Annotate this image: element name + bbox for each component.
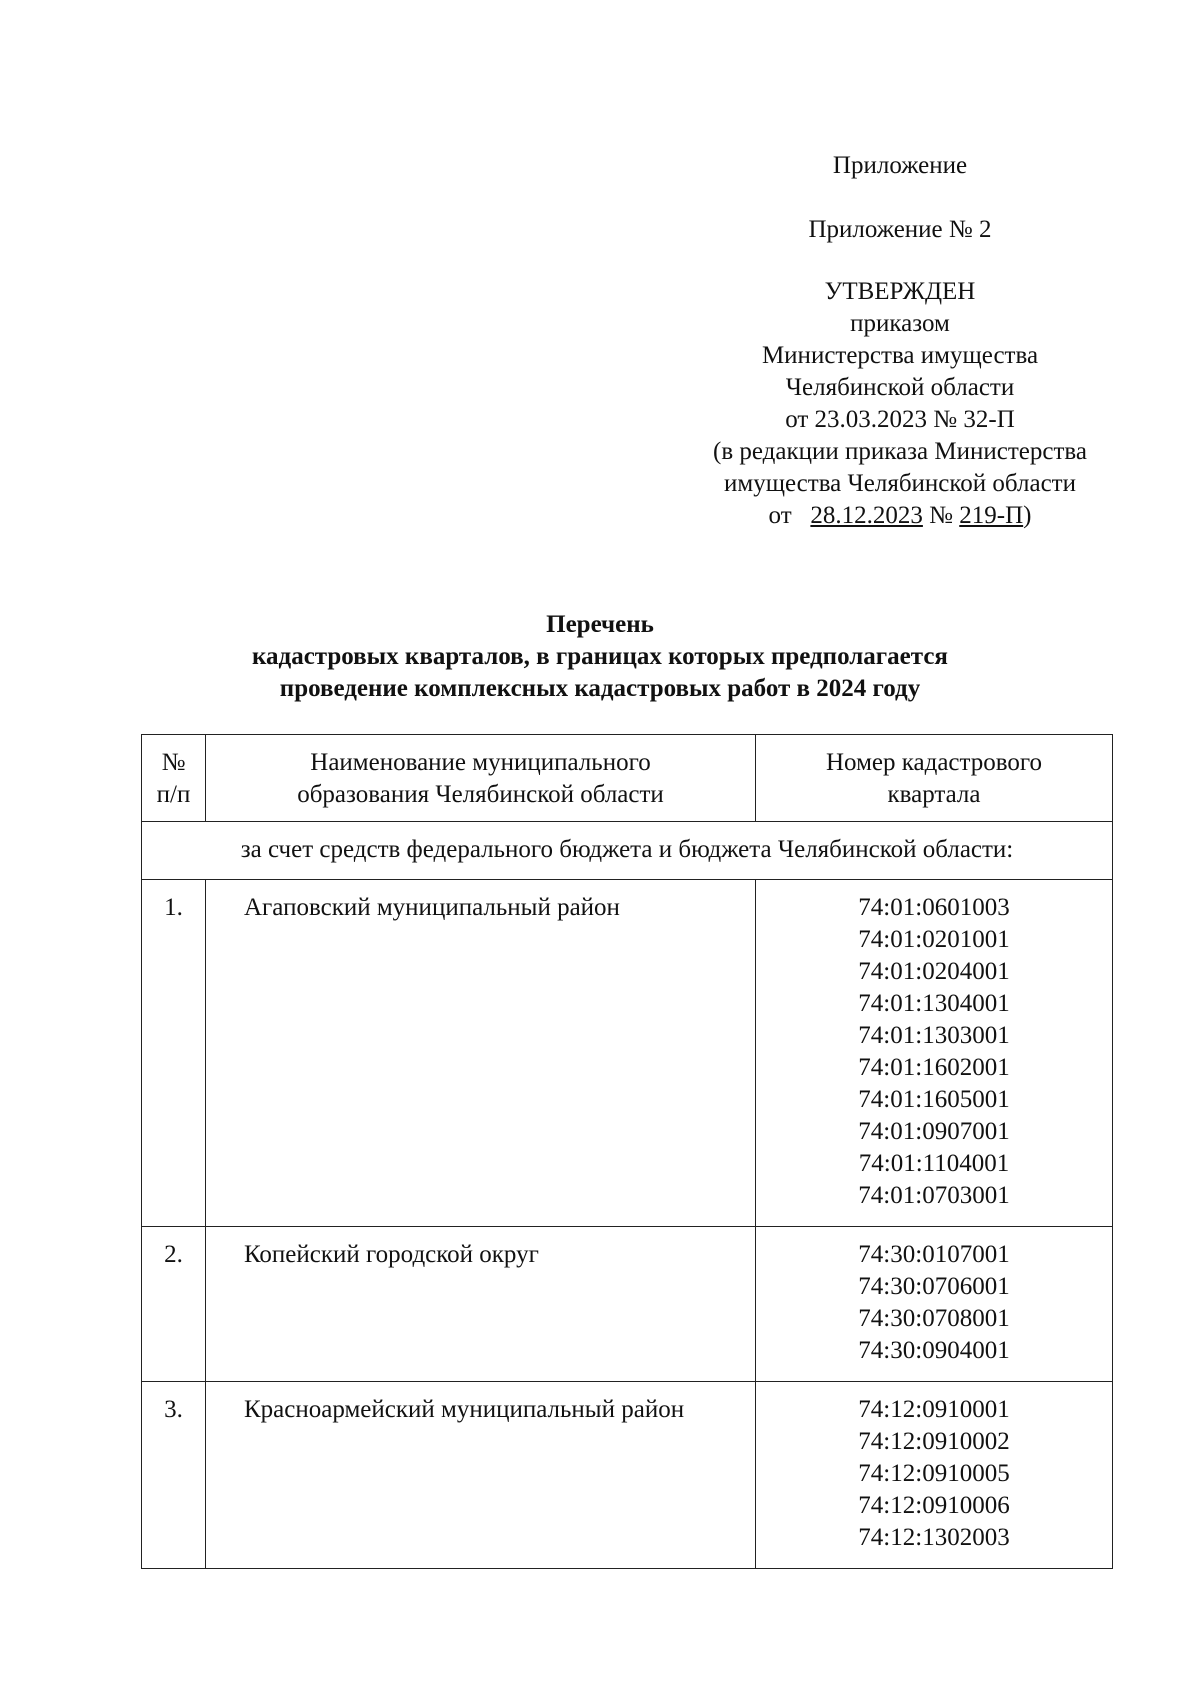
header-municipality [206, 735, 756, 822]
cadastral-code: 74:01:1605001 [858, 1086, 1010, 1113]
section-row [142, 822, 1113, 880]
header-cadastral-line-2: квартала [887, 781, 981, 808]
appendix-number: Приложение № 2 [808, 216, 992, 243]
amendment-line-1: (в редакции приказа Министерства [713, 438, 1087, 465]
table-row [142, 1227, 1113, 1382]
funding-section-label: за счет средств федерального бюджета и бюджета Челябинской области: [142, 822, 1113, 880]
amendment-number-sign: № [929, 502, 953, 529]
cadastral-code: 74:01:1303001 [858, 1022, 1010, 1049]
cadastral-codes-cell [756, 1382, 1113, 1569]
order-reference: от 23.03.2023 № 32-П [785, 406, 1015, 433]
cadastral-code: 74:30:0706001 [858, 1273, 1010, 1300]
cadastral-code: 74:01:1104001 [858, 1150, 1010, 1177]
cadastral-code: 74:30:0904001 [858, 1337, 1010, 1364]
header-municipality-line-1: Наименование муниципального [310, 749, 651, 776]
amendment-line-3 [640, 500, 1160, 532]
municipality-name: Копейский городской округ [206, 1227, 756, 1382]
amendment-line-2: имущества Челябинской области [724, 470, 1076, 497]
municipality-name: Агаповский муниципальный район [206, 880, 756, 1227]
region-name: Челябинской области [785, 374, 1015, 401]
header-cadastral-number [756, 735, 1113, 822]
header-cadastral-line-1: Номер кадастрового [825, 749, 1042, 776]
cadastral-code: 74:12:1302003 [858, 1524, 1010, 1551]
header-number [142, 735, 206, 822]
cadastral-code: 74:12:0910005 [858, 1460, 1010, 1487]
amendment-prefix: от [768, 502, 792, 529]
cadastral-code: 74:12:0910001 [858, 1396, 1010, 1423]
cadastral-code: 74:01:0703001 [858, 1182, 1010, 1209]
header-number-line-2: п/п [156, 781, 191, 808]
approved-stamp-text: УТВЕРЖДЕН [824, 278, 976, 305]
title-line-3: проведение комплексных кадастровых работ в 2024 году [279, 675, 921, 702]
header-municipality-line-2: образования Челябинской области [297, 781, 664, 808]
title-line-2: кадастровых кварталов, в границах которых предполагается [252, 643, 948, 670]
cadastral-code: 74:01:0601003 [858, 894, 1010, 921]
cadastral-code: 74:30:0708001 [858, 1305, 1010, 1332]
cadastral-code: 74:12:0910002 [858, 1428, 1010, 1455]
table-row [142, 880, 1113, 1227]
row-number: 2. [142, 1227, 206, 1382]
row-number: 3. [142, 1382, 206, 1569]
appendix-label: Приложение [832, 152, 968, 179]
by-order-text: приказом [850, 310, 950, 337]
cadastral-code: 74:01:0204001 [858, 958, 1010, 985]
table-header-row [142, 735, 1113, 822]
municipality-name: Красноармейский муниципальный район [206, 1382, 756, 1569]
header-number-line-1: № [161, 749, 186, 776]
title-line-1: Перечень [546, 611, 654, 638]
row-number: 1. [142, 880, 206, 1227]
cadastral-codes-cell [756, 880, 1113, 1227]
approval-block [640, 150, 1160, 532]
amendment-close-paren: ) [1023, 502, 1032, 529]
cadastral-code: 74:01:0907001 [858, 1118, 1010, 1145]
cadastral-code: 74:12:0910006 [858, 1492, 1010, 1519]
cadastral-code: 74:01:1304001 [858, 990, 1010, 1017]
cadastral-code: 74:01:1602001 [858, 1054, 1010, 1081]
ministry-name: Министерства имущества [761, 342, 1039, 369]
document-title [0, 609, 1200, 705]
amendment-date: 28.12.2023 [810, 502, 923, 529]
cadastral-quarters-table [141, 734, 1113, 1569]
table-row [142, 1382, 1113, 1569]
cadastral-code: 74:30:0107001 [858, 1241, 1010, 1268]
amendment-number: 219-П [959, 502, 1024, 529]
cadastral-codes-cell [756, 1227, 1113, 1382]
cadastral-code: 74:01:0201001 [858, 926, 1010, 953]
